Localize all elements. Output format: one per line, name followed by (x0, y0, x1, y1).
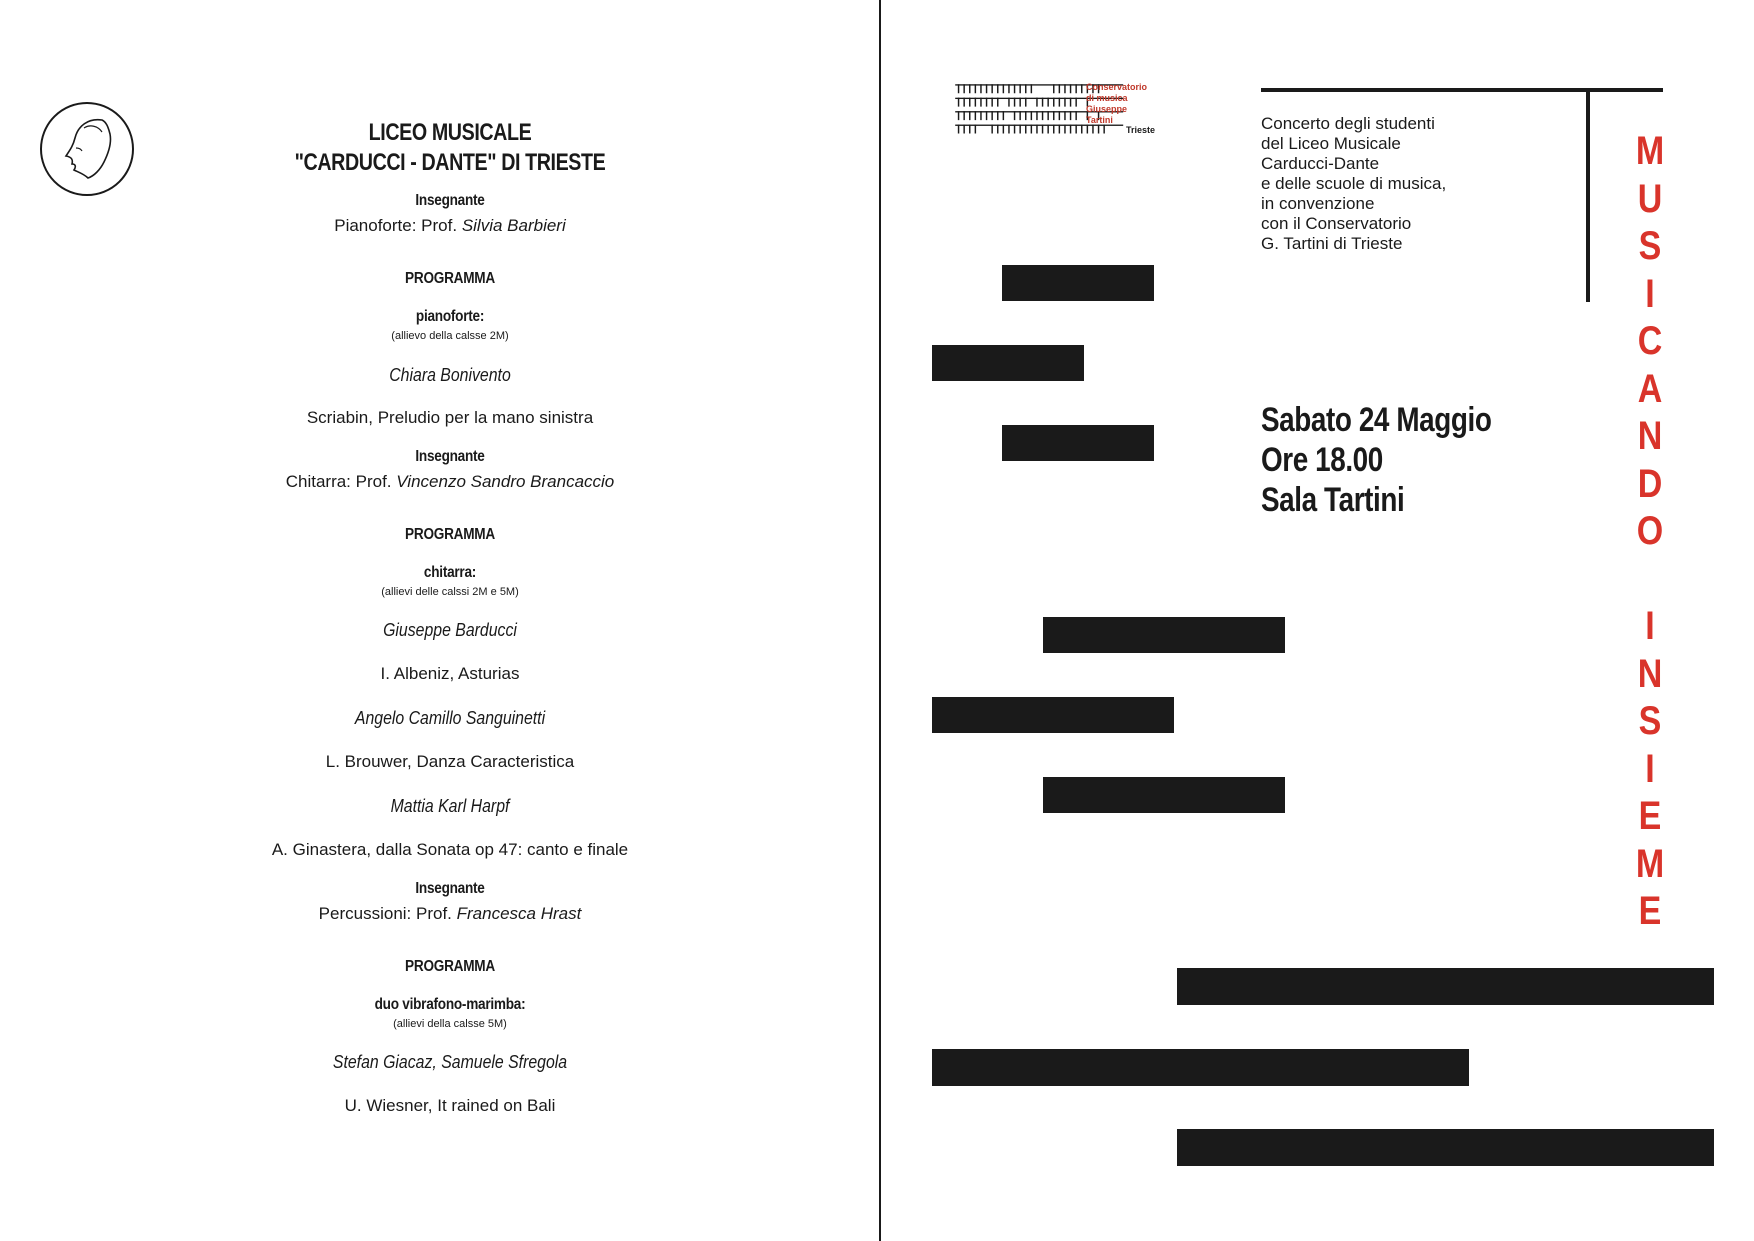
title-letter: N (1637, 651, 1663, 696)
title-letter: I (1645, 746, 1655, 791)
conservatorio-line: Tartini (1086, 115, 1113, 125)
conservatorio-name (1086, 82, 1147, 126)
conservatorio-city: Trieste (1126, 125, 1156, 135)
teacher-role: Chitarra: Prof. (285, 472, 397, 491)
conservatorio-line: Giuseppe (1086, 104, 1128, 114)
teacher-name: Silvia Barbieri (461, 216, 566, 235)
teacher-name: Francesca Hrast (456, 904, 582, 923)
decorative-bar (1177, 1129, 1714, 1166)
performer-name: Angelo Camillo Sanguinetti (354, 708, 546, 728)
decorative-bar (932, 1049, 1469, 1086)
top-rule (1261, 88, 1663, 92)
class-note: (allievi della calsse 5M) (393, 1018, 507, 1030)
intro-line: del Liceo Musicale (1261, 134, 1401, 153)
decorative-bar (1002, 425, 1154, 461)
title-letter: M (1635, 841, 1665, 886)
title-letter (1633, 556, 1667, 604)
intro-line: con il Conservatorio (1261, 214, 1412, 233)
programma-label: PROGRAMMA (405, 526, 495, 543)
title-letter: U (1637, 176, 1663, 221)
event-details (1261, 400, 1542, 520)
decorative-bar (1002, 265, 1154, 301)
intro-line: in convenzione (1261, 194, 1375, 213)
concert-intro (1261, 114, 1561, 254)
page-title: LICEO MUSICALE (368, 119, 532, 146)
decorative-bar (932, 697, 1174, 733)
title-letter: C (1637, 319, 1663, 363)
title-letter: M (1635, 129, 1665, 173)
title-letter: S (1638, 224, 1662, 268)
title-letter: E (1638, 889, 1662, 933)
piece-title: U. Wiesner, It rained on Bali (344, 1096, 556, 1115)
decorative-bar (1043, 777, 1285, 813)
performer-name: Mattia Karl Harpf (390, 796, 510, 816)
title-letter: O (1636, 509, 1664, 553)
teacher-line (250, 472, 650, 492)
class-note: (allievi delle calssi 2M e 5M) (381, 586, 519, 598)
title-letter: D (1637, 461, 1663, 506)
title-letter: I (1645, 271, 1655, 316)
intro-line: Concerto degli studenti (1261, 114, 1435, 133)
vertical-rule (1586, 92, 1590, 302)
piece-title: I. Albeniz, Asturias (380, 664, 520, 683)
teacher-line (250, 216, 650, 236)
performer-name: Giuseppe Barducci (383, 620, 517, 640)
event-venue: Sala Tartini (1261, 481, 1405, 519)
title-letter: S (1638, 699, 1662, 743)
programma-label: PROGRAMMA (405, 270, 495, 287)
programma-label: PROGRAMMA (405, 958, 495, 975)
event-date: Sabato 24 Maggio (1261, 401, 1492, 439)
piece-title: L. Brouwer, Danza Caracteristica (325, 752, 575, 771)
title-letter: E (1638, 794, 1662, 838)
insegnante-label: Insegnante (415, 880, 485, 897)
conservatorio-line: di musica (1086, 93, 1128, 103)
instrument-label: chitarra: (423, 564, 477, 581)
intro-line: Carducci-Dante (1261, 154, 1380, 173)
liceo-logo (40, 102, 134, 196)
performer-name: Stefan Giacaz, Samuele Sfregola (332, 1052, 568, 1072)
event-time: Ore 18.00 (1261, 441, 1383, 479)
performer-name: Chiara Bonivento (389, 365, 511, 385)
dante-profile-icon (42, 104, 134, 196)
intro-line: e delle scuole di musica, (1261, 174, 1447, 193)
decorative-bar (1043, 617, 1285, 653)
title-letter: A (1637, 366, 1663, 411)
conservatorio-line: Conservatorio (1086, 82, 1148, 92)
piece-title: Scriabin, Preludio per la mano sinistra (306, 408, 594, 427)
instrument-label: duo vibrafono-marimba: (374, 996, 526, 1013)
page-subtitle: "CARDUCCI - DANTE" DI TRIESTE (294, 149, 606, 176)
decorative-bar (1177, 968, 1714, 1005)
class-note: (allievo della calsse 2M) (391, 330, 509, 342)
title-letter: N (1637, 414, 1663, 458)
teacher-line (250, 904, 650, 924)
intro-line: G. Tartini di Trieste (1261, 234, 1403, 253)
decorative-bar (932, 345, 1084, 381)
vertical-title (1633, 128, 1667, 936)
insegnante-label: Insegnante (415, 448, 485, 465)
teacher-name: Vincenzo Sandro Brancaccio (396, 472, 615, 491)
teacher-role: Percussioni: Prof. (318, 904, 457, 923)
insegnante-label: Insegnante (415, 192, 485, 209)
teacher-role: Pianoforte: Prof. (334, 216, 462, 235)
instrument-label: pianoforte: (415, 308, 485, 325)
title-letter: I (1645, 604, 1655, 648)
piece-title: A. Ginastera, dalla Sonata op 47: canto e finale (271, 840, 629, 859)
